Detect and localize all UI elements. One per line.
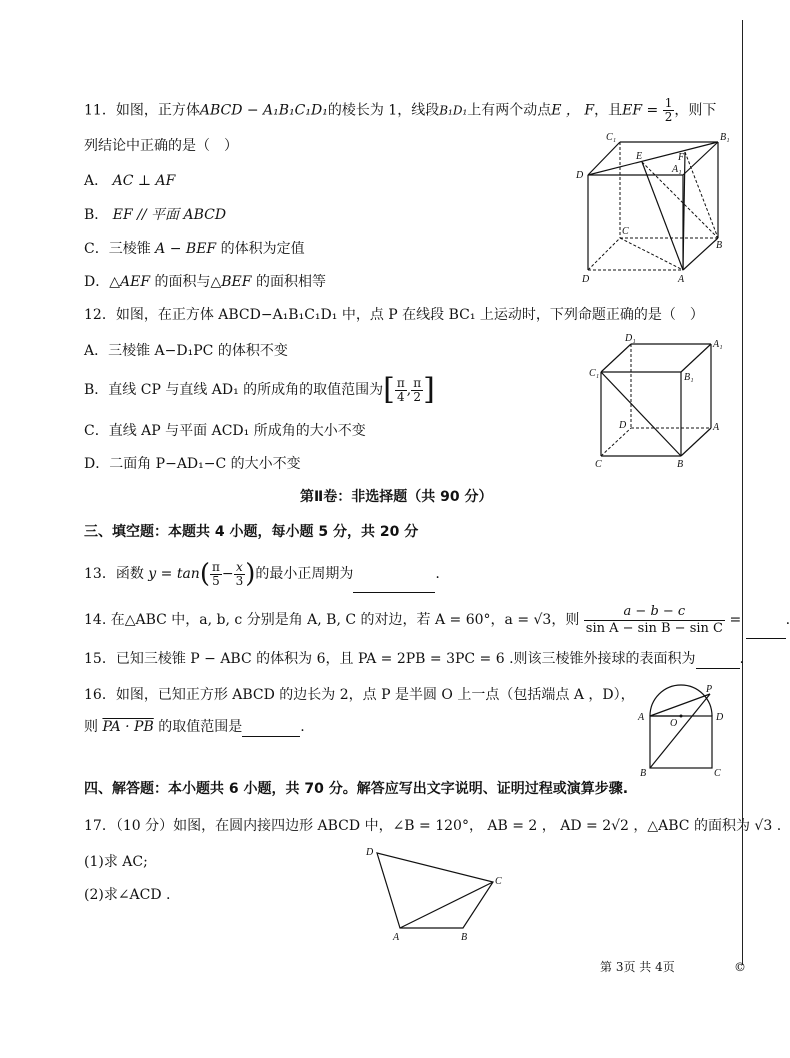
q17-part2: (2)求∠ACD . [84,887,171,903]
q12-option-d: D．二面角 P−AD₁−C 的大小不变 [84,456,301,472]
label-b1: B₁ [720,132,730,143]
label-f: F [678,152,685,163]
label-c: C [595,459,602,470]
label-b: B [716,240,723,251]
label-a: A [678,274,685,285]
label-b: B [461,932,468,943]
q11-option-c: C．三棱锥 A − BEF 的体积为定值 [84,241,305,257]
q16-line1: 16．如图，已知正方形 ABCD 的边长为 2，点 P 是半圆 O 上一点（包括端点 A ，D）， [84,687,635,703]
label-b: B [677,459,684,470]
q17-stem: 17．（10 分）如图，在圆内接四边形 ABCD 中，∠B = 120°， AB = 2 ， AD = 2√2 ，△ABC 的面积为 √3 . [84,818,782,834]
q11-stem-line2: 列结论中正确的是（ ） [84,138,238,154]
label-a1: A₁ [713,339,723,350]
label-e: E [636,151,643,162]
page-number: 第 3页 共 4页 [600,960,675,974]
part2-title: 第Ⅱ卷：非选择题（共 90 分） [300,489,493,505]
q11-fraction: $\frac{1}{2}$ [664,96,673,124]
copyright-mark: © [734,960,746,974]
label-a: A [393,932,400,943]
q13-text: 13．函数 y = tan( $\frac{\pi}{5}$ − $\frac{x}{3}$ )的最小正周期为 . [84,556,440,592]
q12-option-c: C．直线 AP 与平面 ACD₁ 所成角的大小不变 [84,423,366,439]
label-b: B [640,768,647,779]
q12-option-a: A．三棱锥 A−D₁PC 的体积不变 [84,343,288,359]
q15-text: 15．已知三棱锥 P − ABC 的体积为 6，且 PA = 2PB = 3PC = 6 .则该三棱锥外接球的表面积为 . [84,651,744,667]
q12-stem: 12．如图，在正方体 ABCD−A₁B₁C₁D₁ 中，点 P 在线段 BC₁ 上运动时，下列命题正确的是（ ） [84,307,704,323]
q11-option-a: A． AC ⊥ AF [84,173,176,189]
q17-quadrilateral-figure [360,840,520,950]
section4-title: 四、解答题：本小题共 6 小题，共 70 分。解答应写出文字说明、证明过程或演算步骤. [84,781,629,797]
label-c: C [714,768,721,779]
label-a: A [713,422,720,433]
q12-option-b: B．直线 CP 与直线 AD₁ 的所成角的取值范围为[ $\frac{\pi}{4}$ , $\frac{\pi}{2}$ ] [84,372,435,407]
q16-square-semicircle-figure [634,680,734,780]
q14-answer-blank[interactable] [746,602,786,639]
label-c1: C₁ [589,368,600,379]
label-a: A [638,712,645,723]
q15-answer-blank[interactable] [696,650,740,669]
q11-stem-line1: 11．如图，正方体ABCD − A₁B₁C₁D₁的棱长为 1，线段B₁D₁上有两个动点E ， F，且EF = $\frac{1}{2}$ ，则下 [84,96,717,124]
q11-option-d: D．△AEF 的面积与△BEF 的面积相等 [84,274,326,290]
q17-part1: (1)求 AC; [84,854,148,870]
q11-option-b: B． EF // 平面 ABCD [84,207,227,223]
label-d: D [716,712,724,723]
q14-text: 14. 在△ABC 中，a, b, c 分别是角 A, B, C 的对边，若 A = 60°，a = √3，则 $\frac{a - b - c}{\text{sin A − sin B − sin C}}$ = . [84,602,790,638]
q13-answer-blank[interactable] [353,556,435,593]
label-b1: B₁ [684,372,694,383]
label-c1: C₁ [606,132,617,143]
label-c: C [495,876,502,887]
q11-cube-figure [570,128,730,288]
label-d: D [582,274,590,285]
q16-line2: 则 PA · PB 的取值范围是 . [84,719,305,735]
q16-answer-blank[interactable] [242,718,300,737]
label-o: O [670,718,678,729]
label-a1: A₁ [672,164,682,175]
label-d1: D [576,170,584,181]
label-d: D [366,847,374,858]
label-d1: D₁ [625,333,636,344]
label-p: P [706,684,713,695]
section3-title: 三、填空题：本题共 4 小题，每小题 5 分，共 20 分 [84,524,419,540]
label-d: D [619,420,627,431]
q12-cube-figure [585,330,725,470]
label-c: C [622,226,629,237]
